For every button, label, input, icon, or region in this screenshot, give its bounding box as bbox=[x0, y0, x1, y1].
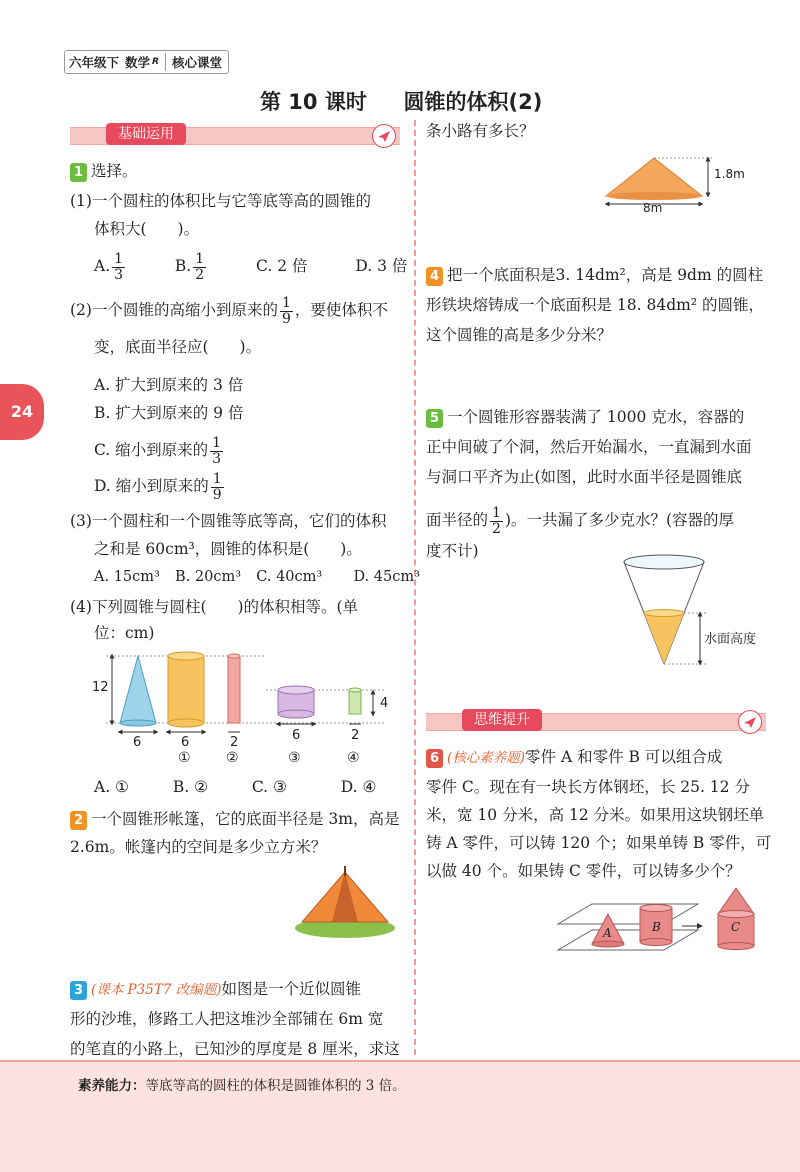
q1-p4-line1: (4)下列圆锥与圆柱( )的体积相等。(单 bbox=[70, 598, 359, 616]
q5-number: 5 bbox=[426, 409, 443, 428]
q5-line1: 5 一个圆锥形容器装满了 1000 克水，容器的 bbox=[426, 406, 744, 428]
q1-p4-options bbox=[94, 776, 376, 798]
label-width-5: 2 bbox=[351, 728, 360, 743]
q1-p1-option-d[interactable]: D. 3 倍 bbox=[355, 257, 408, 275]
q1-p3-option-d[interactable]: D. 45cm³ bbox=[353, 569, 420, 585]
q1-p3-option-b[interactable]: B. 20cm³ bbox=[175, 569, 242, 585]
q1-p4-option-d[interactable]: D. ④ bbox=[340, 778, 377, 796]
q5-line3: 与洞口平齐为止(如图，此时水面半径是圆锥底 bbox=[426, 468, 743, 486]
q2-line1: 2 一个圆锥形帐篷，它的底面半径是 3m，高是 bbox=[70, 808, 400, 830]
q1-p2-option-c[interactable]: C. 缩小到原来的 $\frac{1}{3}$ bbox=[94, 434, 222, 467]
q1-p4-option-b[interactable]: B. ② bbox=[172, 778, 208, 796]
label-circle-3: ③ bbox=[288, 750, 301, 766]
page-number: 24 bbox=[10, 402, 34, 421]
q6-number: 6 bbox=[426, 749, 443, 768]
q4-line2: 形铁块熔铸成一个底面积是 18. 84dm² 的圆锥， bbox=[426, 296, 764, 314]
lesson-topic: 圆锥的体积(2) bbox=[403, 90, 543, 114]
section-label-thinking: 思维提升 bbox=[474, 712, 530, 728]
q4-number: 4 bbox=[426, 267, 443, 286]
q6-line2: 零件 C。现在有一块长方体钢坯，长 25. 12 分 bbox=[426, 778, 750, 796]
header-badge bbox=[64, 50, 229, 74]
label-circle-4: ④ bbox=[347, 750, 360, 766]
q2-line2: 2.6m。帐篷内的空间是多少立方米？ bbox=[70, 838, 327, 856]
page-title bbox=[260, 86, 542, 116]
grade-label: 六年级下 bbox=[69, 55, 120, 70]
q1-p1-option-a[interactable]: A. $\frac{1}{3}$ bbox=[94, 250, 124, 283]
q1-number: 1 bbox=[70, 163, 87, 182]
section-tag-thinking bbox=[462, 709, 542, 731]
sand-height-label: 1.8m bbox=[714, 167, 745, 181]
q1-p1-options bbox=[94, 248, 407, 284]
cone-container-figure bbox=[620, 552, 710, 670]
q1-p2-option-b[interactable]: B. 扩大到原来的 9 倍 bbox=[94, 404, 244, 422]
q1-p4-option-a[interactable]: A. ① bbox=[94, 778, 129, 796]
label-width-4: 6 bbox=[292, 728, 301, 743]
lesson-number: 第 10 课时 bbox=[260, 90, 367, 114]
q3-line3: 的笔直的小路上，已知沙的厚度是 8 厘米，求这 bbox=[70, 1040, 400, 1058]
q1-p2-option-d[interactable]: D. 缩小到原来的 $\frac{1}{9}$ bbox=[94, 470, 222, 503]
footer-content: 等底等高的圆柱的体积是圆锥体积的 3 倍。 bbox=[145, 1078, 406, 1094]
part-a-label: A bbox=[603, 926, 612, 940]
cone-1 bbox=[120, 656, 156, 723]
label-height-4: 4 bbox=[380, 696, 389, 711]
q3-number: 3 bbox=[70, 981, 87, 1000]
part-c-label: C bbox=[731, 920, 741, 934]
q1-intro: 1 选择。 bbox=[70, 160, 138, 182]
paper-plane-icon bbox=[372, 124, 396, 148]
q2-number: 2 bbox=[70, 811, 87, 830]
tent-illustration bbox=[292, 866, 398, 940]
q1-p2-line1: (2)一个圆锥的高缩小到原来的 $\frac{1}{9}$ ，要使体积不 bbox=[70, 294, 388, 327]
q4-line3: 这个圆锥的高是多少分米？ bbox=[426, 326, 613, 344]
q5-line5: 度不计) bbox=[426, 542, 479, 560]
q1-p2-option-a[interactable]: A. 扩大到原来的 3 倍 bbox=[94, 376, 244, 394]
section-label-basic: 基础运用 bbox=[118, 126, 174, 142]
q1-p3-option-c[interactable]: C. 40cm³ bbox=[256, 569, 323, 585]
subject-label: 数学 bbox=[125, 55, 151, 70]
part-b-label: B bbox=[652, 920, 661, 934]
cylinder-1 bbox=[168, 656, 204, 723]
q1-p4-line2: 位：cm) bbox=[94, 624, 155, 642]
label-width-1: 6 bbox=[133, 735, 142, 750]
paper-plane-icon-2 bbox=[738, 710, 762, 734]
q6-line1: 6 (核心素养题)零件 A 和零件 B 可以组合成 bbox=[426, 746, 722, 769]
q1-p2-line2: 变，底面半径应( )。 bbox=[94, 338, 262, 356]
q6-line3: 米，宽 10 分米，高 12 分米。如果用这块钢坯单 bbox=[426, 806, 765, 824]
label-height-12: 12 bbox=[92, 680, 109, 695]
q1-p1-line2: 体积大( )。 bbox=[94, 220, 200, 238]
q3-source: (课本 P35T7 改编题) bbox=[91, 982, 222, 998]
q1-shapes-figure bbox=[84, 648, 404, 766]
q1-p3-options bbox=[94, 566, 420, 588]
label-width-2: 6 bbox=[181, 735, 190, 750]
cylinder-2 bbox=[228, 656, 240, 723]
edition-label: R bbox=[152, 57, 159, 67]
page-number-tab bbox=[0, 384, 44, 440]
q1-p3-option-a[interactable]: A. 15cm³ bbox=[94, 569, 160, 585]
q5-line2: 正中间破了个洞，然后开始漏水，一直漏到水面 bbox=[426, 438, 752, 456]
q1-p4-option-c[interactable]: C. ③ bbox=[251, 778, 287, 796]
footer-label: 素养能力： bbox=[78, 1078, 146, 1094]
sand-width-label: 8m bbox=[643, 201, 663, 215]
q3-line1: 3 (课本 P35T7 改编题)如图是一个近似圆锥 bbox=[70, 978, 361, 1001]
q1-p1-option-c[interactable]: C. 2 倍 bbox=[256, 257, 308, 275]
q6-line4: 铸 A 零件，可以铸 120 个；如果单铸 B 零件，可 bbox=[426, 834, 772, 852]
q3-line2: 形的沙堆，修路工人把这堆沙全部铺在 6m 宽 bbox=[70, 1010, 384, 1028]
q1-p1-option-b[interactable]: B. $\frac{1}{2}$ bbox=[174, 250, 205, 283]
q1-p3-line2: 之和是 60cm³，圆锥的体积是( )。 bbox=[94, 540, 362, 558]
label-circle-1: ① bbox=[178, 750, 191, 766]
q1-p3-line1: (3)一个圆柱和一个圆锥等底等高，它们的体积 bbox=[70, 512, 387, 530]
water-height-label: 水面高度 bbox=[704, 632, 757, 647]
series-label: 核心课堂 bbox=[165, 53, 228, 71]
q3-line4: 条小路有多长？ bbox=[426, 122, 535, 140]
label-width-3: 2 bbox=[230, 735, 239, 750]
footer-text bbox=[78, 1074, 406, 1094]
q6-line5: 以做 40 个。如果铸 C 零件，可以铸多少个？ bbox=[426, 862, 741, 880]
q6-source: (核心素养题) bbox=[447, 750, 526, 766]
cylinder-4 bbox=[349, 690, 361, 714]
q4-line1: 4 把一个底面积是3. 14dm²，高是 9dm 的圆柱 bbox=[426, 264, 763, 286]
q5-line4: 面半径的 $\frac{1}{2}$ )。一共漏了多少克水？(容器的厚 bbox=[426, 504, 735, 537]
q1-p1-line1: (1)一个圆柱的体积比与它等底等高的圆锥的 bbox=[70, 192, 371, 210]
label-circle-2: ② bbox=[226, 750, 239, 766]
section-tag-basic bbox=[106, 123, 186, 145]
